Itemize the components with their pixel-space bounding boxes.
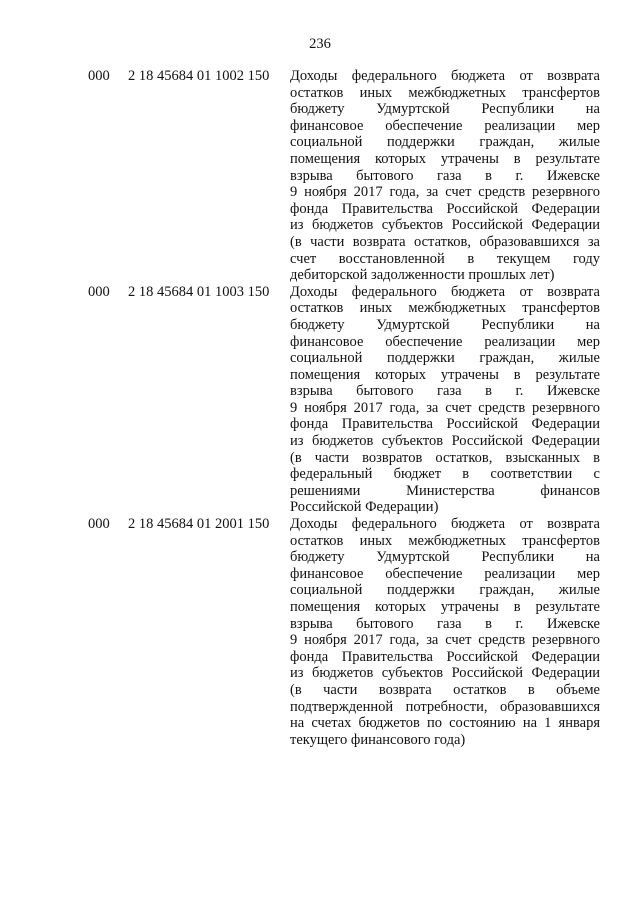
description-line: помещения которых утрачены в результате — [290, 366, 600, 383]
description-line: (в части возвратов остатков, взысканных в — [290, 449, 600, 466]
description-line: фонда Правительства Российской Федерации — [290, 200, 600, 217]
description-line: текущего финансового года) — [290, 731, 466, 748]
description-line: из бюджетов субъектов Российской Федерации — [290, 665, 600, 682]
admin-code: 000 — [88, 283, 110, 300]
description-line: Доходы федерального бюджета от возврата — [290, 68, 600, 84]
description-line: на счетах бюджетов по состоянию на 1 января — [290, 715, 600, 732]
description-line: решениями Министерства финансов — [290, 482, 600, 499]
description-line: Доходы федерального бюджета от возврата — [290, 283, 600, 300]
admin-code: 000 — [88, 516, 110, 533]
description-line: Доходы федерального бюджета от возврата — [290, 516, 600, 533]
description-line: дебиторской задолженности прошлых лет) — [290, 267, 555, 284]
description-line: Российской Федерации) — [290, 499, 439, 516]
description-line: (в части возврата остатков в объеме — [290, 681, 600, 698]
description-line: остатков иных межбюджетных трансфертов — [290, 532, 600, 549]
description-line: из бюджетов субъектов Российской Федерации — [290, 433, 600, 450]
description-line: взрыва бытового газа в г. Ижевске — [290, 167, 600, 184]
description-line: бюджету Удмуртской Республики на — [290, 549, 600, 566]
description-line: остатков иных межбюджетных трансфертов — [290, 300, 600, 317]
description-line: социальной поддержки граждан, жилые — [290, 134, 600, 151]
page-number: 236 — [309, 36, 331, 52]
entry-description — [290, 284, 600, 516]
description-line: помещения которых утрачены в результате — [290, 150, 600, 167]
description-line: 9 ноября 2017 года, за счет средств резервного — [290, 184, 600, 201]
description-line: федеральный бюджет в соответствии с — [290, 466, 600, 483]
description-line: (в части возврата остатков, образовавшихся за — [290, 233, 600, 250]
description-line: фонда Правительства Российской Федерации — [290, 416, 600, 433]
budget-code-entry — [88, 516, 600, 748]
budget-classification-code: 2 18 45684 01 1002 150 — [128, 68, 270, 84]
description-line: помещения которых утрачены в результате — [290, 599, 600, 615]
description-line: финансовое обеспечение реализации мер — [290, 333, 600, 350]
description-line: 9 ноября 2017 года, за счет средств резервного — [290, 399, 600, 416]
budget-code-entry — [88, 284, 600, 516]
description-line: социальной поддержки граждан, жилые — [290, 350, 600, 367]
description-line: бюджету Удмуртской Республики на — [290, 101, 600, 118]
budget-classification-code: 2 18 45684 01 2001 150 — [128, 516, 270, 533]
admin-code: 000 — [88, 68, 110, 84]
description-line: взрыва бытового газа в г. Ижевске — [290, 615, 600, 632]
description-line: подтвержденной потребности, образовавшихся — [290, 698, 600, 715]
entry-description — [290, 68, 600, 284]
description-line: финансовое обеспечение реализации мер — [290, 117, 600, 134]
budget-code-entry — [88, 68, 600, 284]
description-line: финансовое обеспечение реализации мер — [290, 565, 600, 582]
description-line: социальной поддержки граждан, жилые — [290, 582, 600, 599]
entry-description — [290, 516, 600, 748]
description-line: счет восстановленной в текущем году — [290, 250, 600, 267]
budget-classification-code: 2 18 45684 01 1003 150 — [128, 283, 270, 300]
description-line: 9 ноября 2017 года, за счет средств резервного — [290, 632, 600, 649]
description-line: остатков иных межбюджетных трансфертов — [290, 84, 600, 101]
description-line: бюджету Удмуртской Республики на — [290, 316, 600, 333]
description-line: из бюджетов субъектов Российской Федерации — [290, 217, 600, 234]
description-line: фонда Правительства Российской Федерации — [290, 648, 600, 665]
budget-code-list — [88, 68, 600, 748]
description-line: взрыва бытового газа в г. Ижевске — [290, 383, 600, 400]
